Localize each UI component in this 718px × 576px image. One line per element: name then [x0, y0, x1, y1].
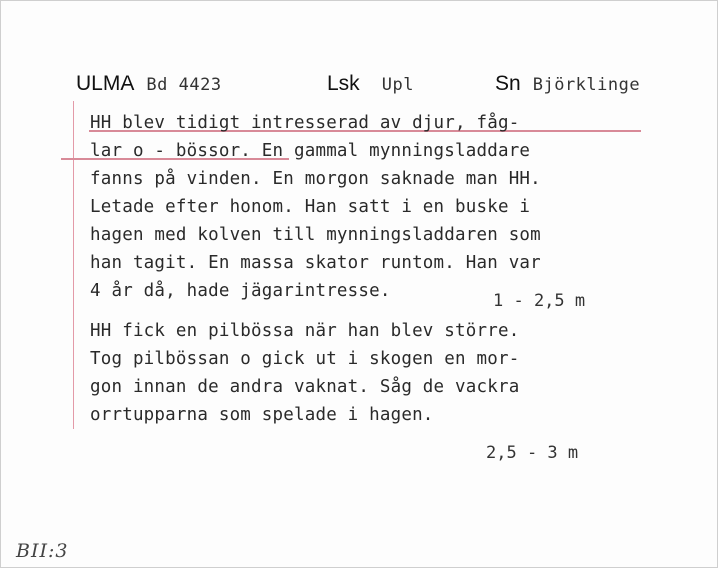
red-margin-line — [73, 101, 74, 429]
ulma-value: Bd 4423 — [146, 75, 222, 95]
sn-label: Sn — [495, 72, 521, 95]
lsk-label: Lsk — [327, 72, 360, 95]
lsk-field — [327, 71, 414, 96]
text-line-11: orrtupparna som spelade i hagen. — [90, 405, 434, 425]
ulma-label: ULMA — [76, 72, 135, 95]
sn-value: Björklinge — [532, 75, 641, 95]
text-line-8: HH fick en pilbössa när han blev större. — [90, 321, 520, 341]
text-line-1: HH blev tidigt intresserad av djur, fåg- — [90, 113, 520, 133]
text-line-9: Tog pilbössan o gick ut i skogen en mor- — [90, 349, 520, 369]
text-line-5: hagen med kolven till mynningsladdaren som — [90, 225, 541, 245]
text-line-4: Letade efter honom. Han satt i en buske i — [90, 197, 531, 217]
archive-mark: BII:3 — [16, 540, 69, 562]
text-line-7: 4 år då, hade jägarintresse. — [90, 281, 391, 301]
text-line-2: lar o - bössor. En gammal mynningsladdare — [90, 141, 531, 161]
sn-field — [495, 71, 640, 96]
text-line-6: han tagit. En massa skator runtom. Han var — [90, 253, 541, 273]
depth-range-1: 1 - 2,5 m — [493, 291, 586, 311]
depth-range-2: 2,5 - 3 m — [486, 443, 579, 463]
lsk-value: Upl — [381, 75, 414, 95]
text-line-10: gon innan de andra vaknat. Såg de vackra — [90, 377, 520, 397]
text-line-3: fanns på vinden. En morgon saknade man HH. — [90, 169, 541, 189]
ulma-field — [76, 71, 222, 96]
